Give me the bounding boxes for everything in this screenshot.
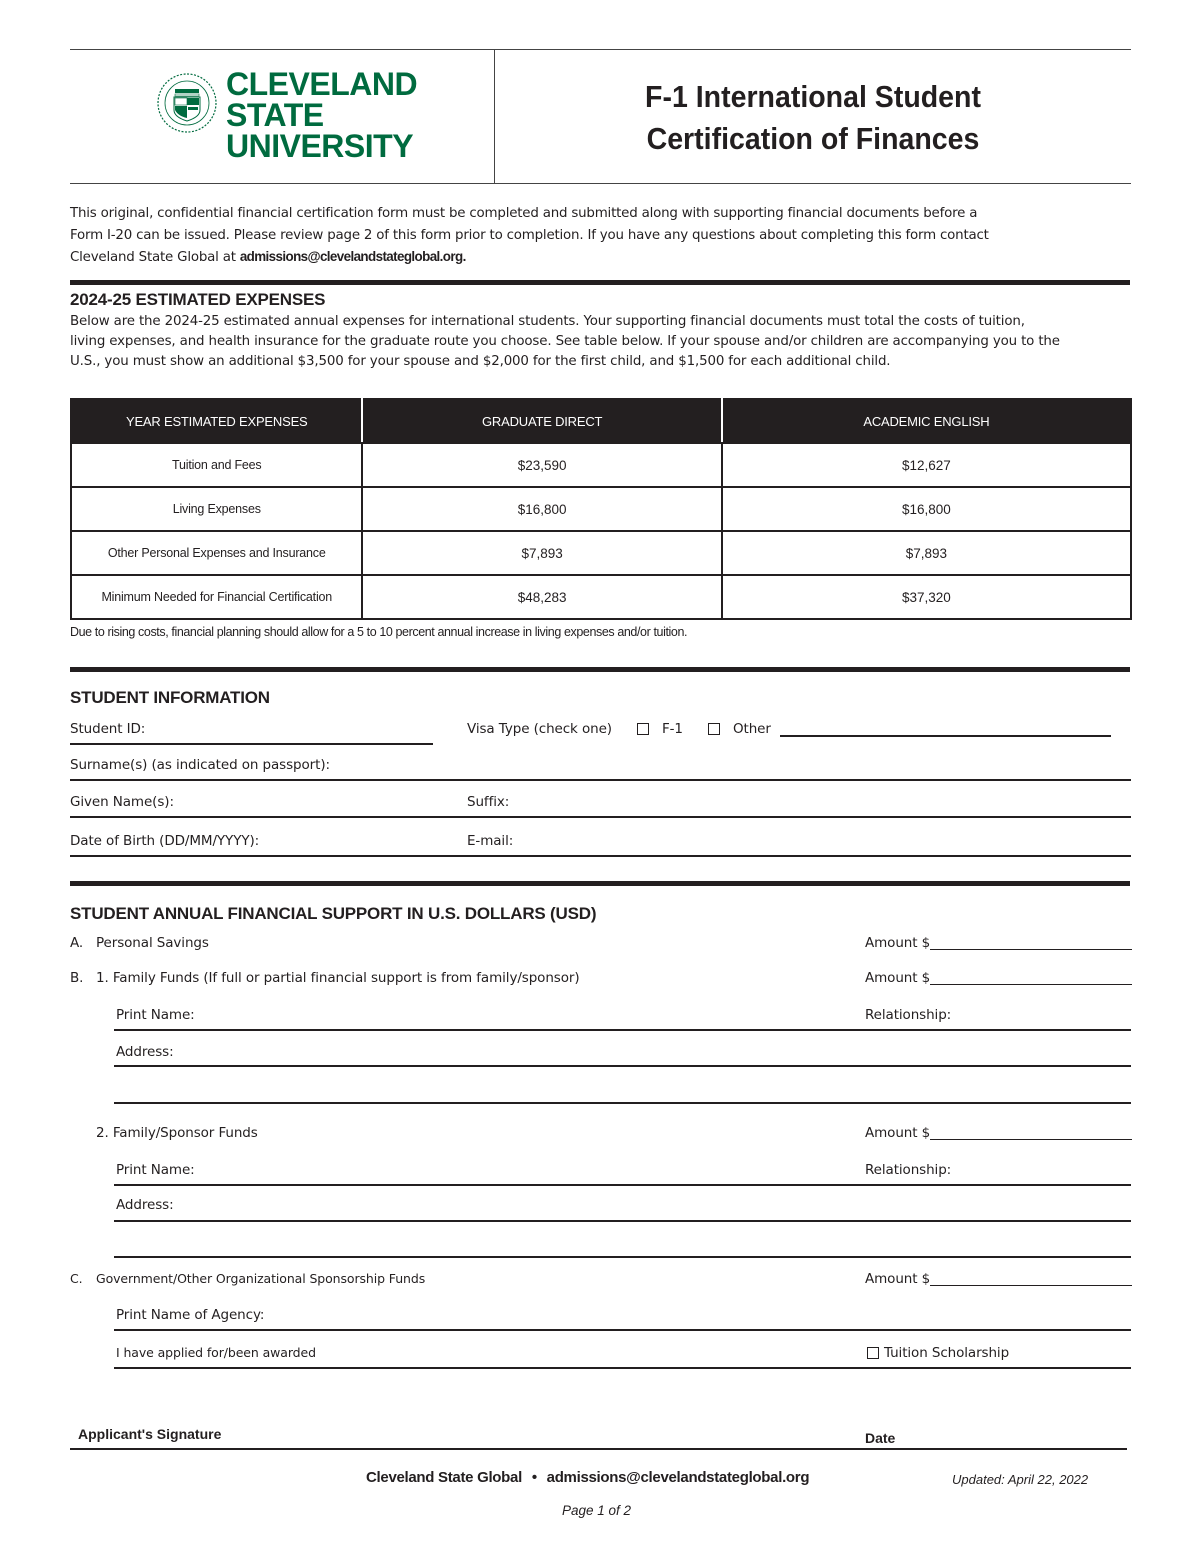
section-divider xyxy=(70,881,1130,886)
header-bottom-rule xyxy=(70,183,1131,184)
agency-field[interactable] xyxy=(114,1329,1131,1331)
email-label: E-mail: xyxy=(467,833,514,849)
visa-other-checkbox[interactable] xyxy=(708,723,720,735)
b2-print-name-field[interactable] xyxy=(114,1184,1131,1186)
b1-address-field[interactable] xyxy=(114,1065,1131,1067)
wordmark-line: STATE xyxy=(226,97,324,133)
amount-b1-label xyxy=(865,970,1132,986)
applied-label: I have applied for/been awarded xyxy=(116,1345,316,1360)
b2-address-field-2[interactable] xyxy=(114,1256,1131,1258)
government-funds-label: Government/Other Organizational Sponsorship Funds xyxy=(96,1271,426,1286)
student-id-field[interactable] xyxy=(70,743,433,745)
intro-line: Form I-20 can be issued. Please review page 2 of this form prior to completion. If you have any questions about completing this form contact xyxy=(70,227,989,243)
student-id-label: Student ID: xyxy=(70,721,146,737)
row-label: Tuition and Fees xyxy=(71,443,362,487)
table-header-row xyxy=(71,399,1131,443)
row-label: Minimum Needed for Financial Certification xyxy=(71,575,362,619)
agency-label: Print Name of Agency: xyxy=(116,1307,265,1323)
para-line: U.S., you must show an additional $3,500 for your spouse and $2,000 for the first child, and $1,500 for each additional child. xyxy=(70,354,891,369)
academic-english-value: $16,800 xyxy=(722,487,1131,531)
document-title xyxy=(520,76,1105,160)
footer-org: Cleveland State Global xyxy=(366,1469,522,1486)
header-divider xyxy=(494,50,495,183)
column-header: GRADUATE DIRECT xyxy=(362,399,721,443)
expenses-section-title: 2024-25 ESTIMATED EXPENSES xyxy=(70,290,326,309)
graduate-direct-value: $7,893 xyxy=(362,531,721,575)
title-line: Certification of Finances xyxy=(646,121,980,156)
print-name-label: Print Name: xyxy=(116,1162,195,1178)
amount-a-field[interactable] xyxy=(930,949,1132,951)
expenses-paragraph xyxy=(70,312,1130,372)
table-row xyxy=(71,487,1131,531)
table-row xyxy=(71,443,1131,487)
amount-a-label xyxy=(865,935,1132,951)
graduate-direct-value: $23,590 xyxy=(362,443,721,487)
header-top-rule xyxy=(70,49,1131,50)
relationship-label: Relationship: xyxy=(865,1007,952,1023)
cost-increase-note: Due to rising costs, financial planning should allow for a 5 to 10 percent annual increase in living expenses and/or tuition. xyxy=(70,625,688,639)
wordmark-line: CLEVELAND xyxy=(226,66,418,102)
item-c-marker: C. xyxy=(70,1271,83,1286)
graduate-direct-value: $16,800 xyxy=(362,487,721,531)
amount-b2-label xyxy=(865,1125,1132,1141)
amount-c-label xyxy=(865,1271,1132,1287)
academic-english-value: $7,893 xyxy=(722,531,1131,575)
amount-label: Amount $ xyxy=(865,970,931,986)
family-funds-label: 1. Family Funds (If full or partial financial support is from family/sponsor) xyxy=(96,970,580,986)
footer-bullet: • xyxy=(531,1469,537,1486)
contact-email-link[interactable]: admissions@clevelandstateglobal.org. xyxy=(239,249,466,264)
row-label: Living Expenses xyxy=(71,487,362,531)
personal-savings-label: Personal Savings xyxy=(96,935,209,951)
page-number: Page 1 of 2 xyxy=(562,1503,632,1518)
print-name-label: Print Name: xyxy=(116,1007,195,1023)
signature-date-field[interactable] xyxy=(70,1448,1127,1450)
amount-label: Amount $ xyxy=(865,1271,931,1287)
surname-field[interactable] xyxy=(70,779,1131,781)
tuition-scholarship-checkbox[interactable] xyxy=(867,1347,879,1359)
para-line: living expenses, and health insurance for the graduate route you choose. See table below. If your spouse and/or children are accompanying you to the xyxy=(70,334,1060,349)
applied-field[interactable] xyxy=(114,1367,1131,1369)
intro-line: This original, confidential financial certification form must be completed and submitted along with supporting financial documents before a xyxy=(70,206,978,221)
academic-english-value: $12,627 xyxy=(722,443,1131,487)
amount-b1-field[interactable] xyxy=(930,984,1132,986)
footer-email-link[interactable]: admissions@clevelandstateglobal.org xyxy=(546,1469,810,1486)
given-names-field[interactable] xyxy=(70,816,1131,818)
para-line: Below are the 2024-25 estimated annual expenses for international students. Your supporting financial documents must total the costs of tuition, xyxy=(70,314,1025,329)
section-divider xyxy=(70,667,1130,672)
academic-english-value: $37,320 xyxy=(722,575,1131,619)
intro-line-prefix: Cleveland State Global at xyxy=(70,250,240,265)
updated-date: Updated: April 22, 2022 xyxy=(952,1472,1089,1487)
dob-email-field[interactable] xyxy=(70,855,1131,857)
b1-print-name-field[interactable] xyxy=(114,1029,1131,1031)
graduate-direct-value: $48,283 xyxy=(362,575,721,619)
item-b-marker: B. xyxy=(70,970,84,986)
item-a-marker: A. xyxy=(70,935,84,951)
expenses-table xyxy=(70,398,1132,620)
university-seal-icon xyxy=(156,72,218,134)
title-line: F-1 International Student xyxy=(645,79,981,114)
b1-address-field-2[interactable] xyxy=(114,1102,1131,1104)
given-names-label: Given Name(s): xyxy=(70,794,174,810)
university-wordmark xyxy=(226,66,418,164)
visa-type-label: Visa Type (check one) xyxy=(467,721,612,737)
footer-contact xyxy=(366,1469,809,1486)
support-section-title: STUDENT ANNUAL FINANCIAL SUPPORT IN U.S. DOLLARS (USD) xyxy=(70,904,597,923)
tuition-scholarship-label: Tuition Scholarship xyxy=(884,1345,1010,1361)
table-row xyxy=(71,531,1131,575)
wordmark-line: UNIVERSITY xyxy=(226,128,414,164)
signature-label: Applicant's Signature xyxy=(78,1426,222,1442)
intro-line xyxy=(70,246,1080,269)
dob-label: Date of Birth (DD/MM/YYYY): xyxy=(70,833,260,849)
b2-address-field[interactable] xyxy=(114,1220,1131,1222)
amount-label: Amount $ xyxy=(865,935,931,951)
suffix-label: Suffix: xyxy=(467,794,510,810)
address-label: Address: xyxy=(116,1197,174,1213)
intro-paragraph xyxy=(70,203,1080,269)
visa-other-label: Other xyxy=(733,721,771,737)
student-info-title: STUDENT INFORMATION xyxy=(70,688,270,707)
section-divider xyxy=(70,280,1130,285)
column-header: YEAR ESTIMATED EXPENSES xyxy=(71,399,362,443)
table-row xyxy=(71,575,1131,619)
visa-f1-label: F-1 xyxy=(662,721,683,737)
amount-b2-field[interactable] xyxy=(930,1139,1132,1141)
relationship-label: Relationship: xyxy=(865,1162,952,1178)
row-label: Other Personal Expenses and Insurance xyxy=(71,531,362,575)
visa-other-field[interactable] xyxy=(780,735,1111,737)
column-header: ACADEMIC ENGLISH xyxy=(722,399,1131,443)
surname-label: Surname(s) (as indicated on passport): xyxy=(70,757,330,773)
visa-f1-checkbox[interactable] xyxy=(637,723,649,735)
sponsor-funds-label: 2. Family/Sponsor Funds xyxy=(96,1125,258,1141)
amount-c-field[interactable] xyxy=(930,1285,1132,1287)
date-label: Date xyxy=(865,1430,896,1446)
amount-label: Amount $ xyxy=(865,1125,931,1141)
address-label: Address: xyxy=(116,1044,174,1060)
